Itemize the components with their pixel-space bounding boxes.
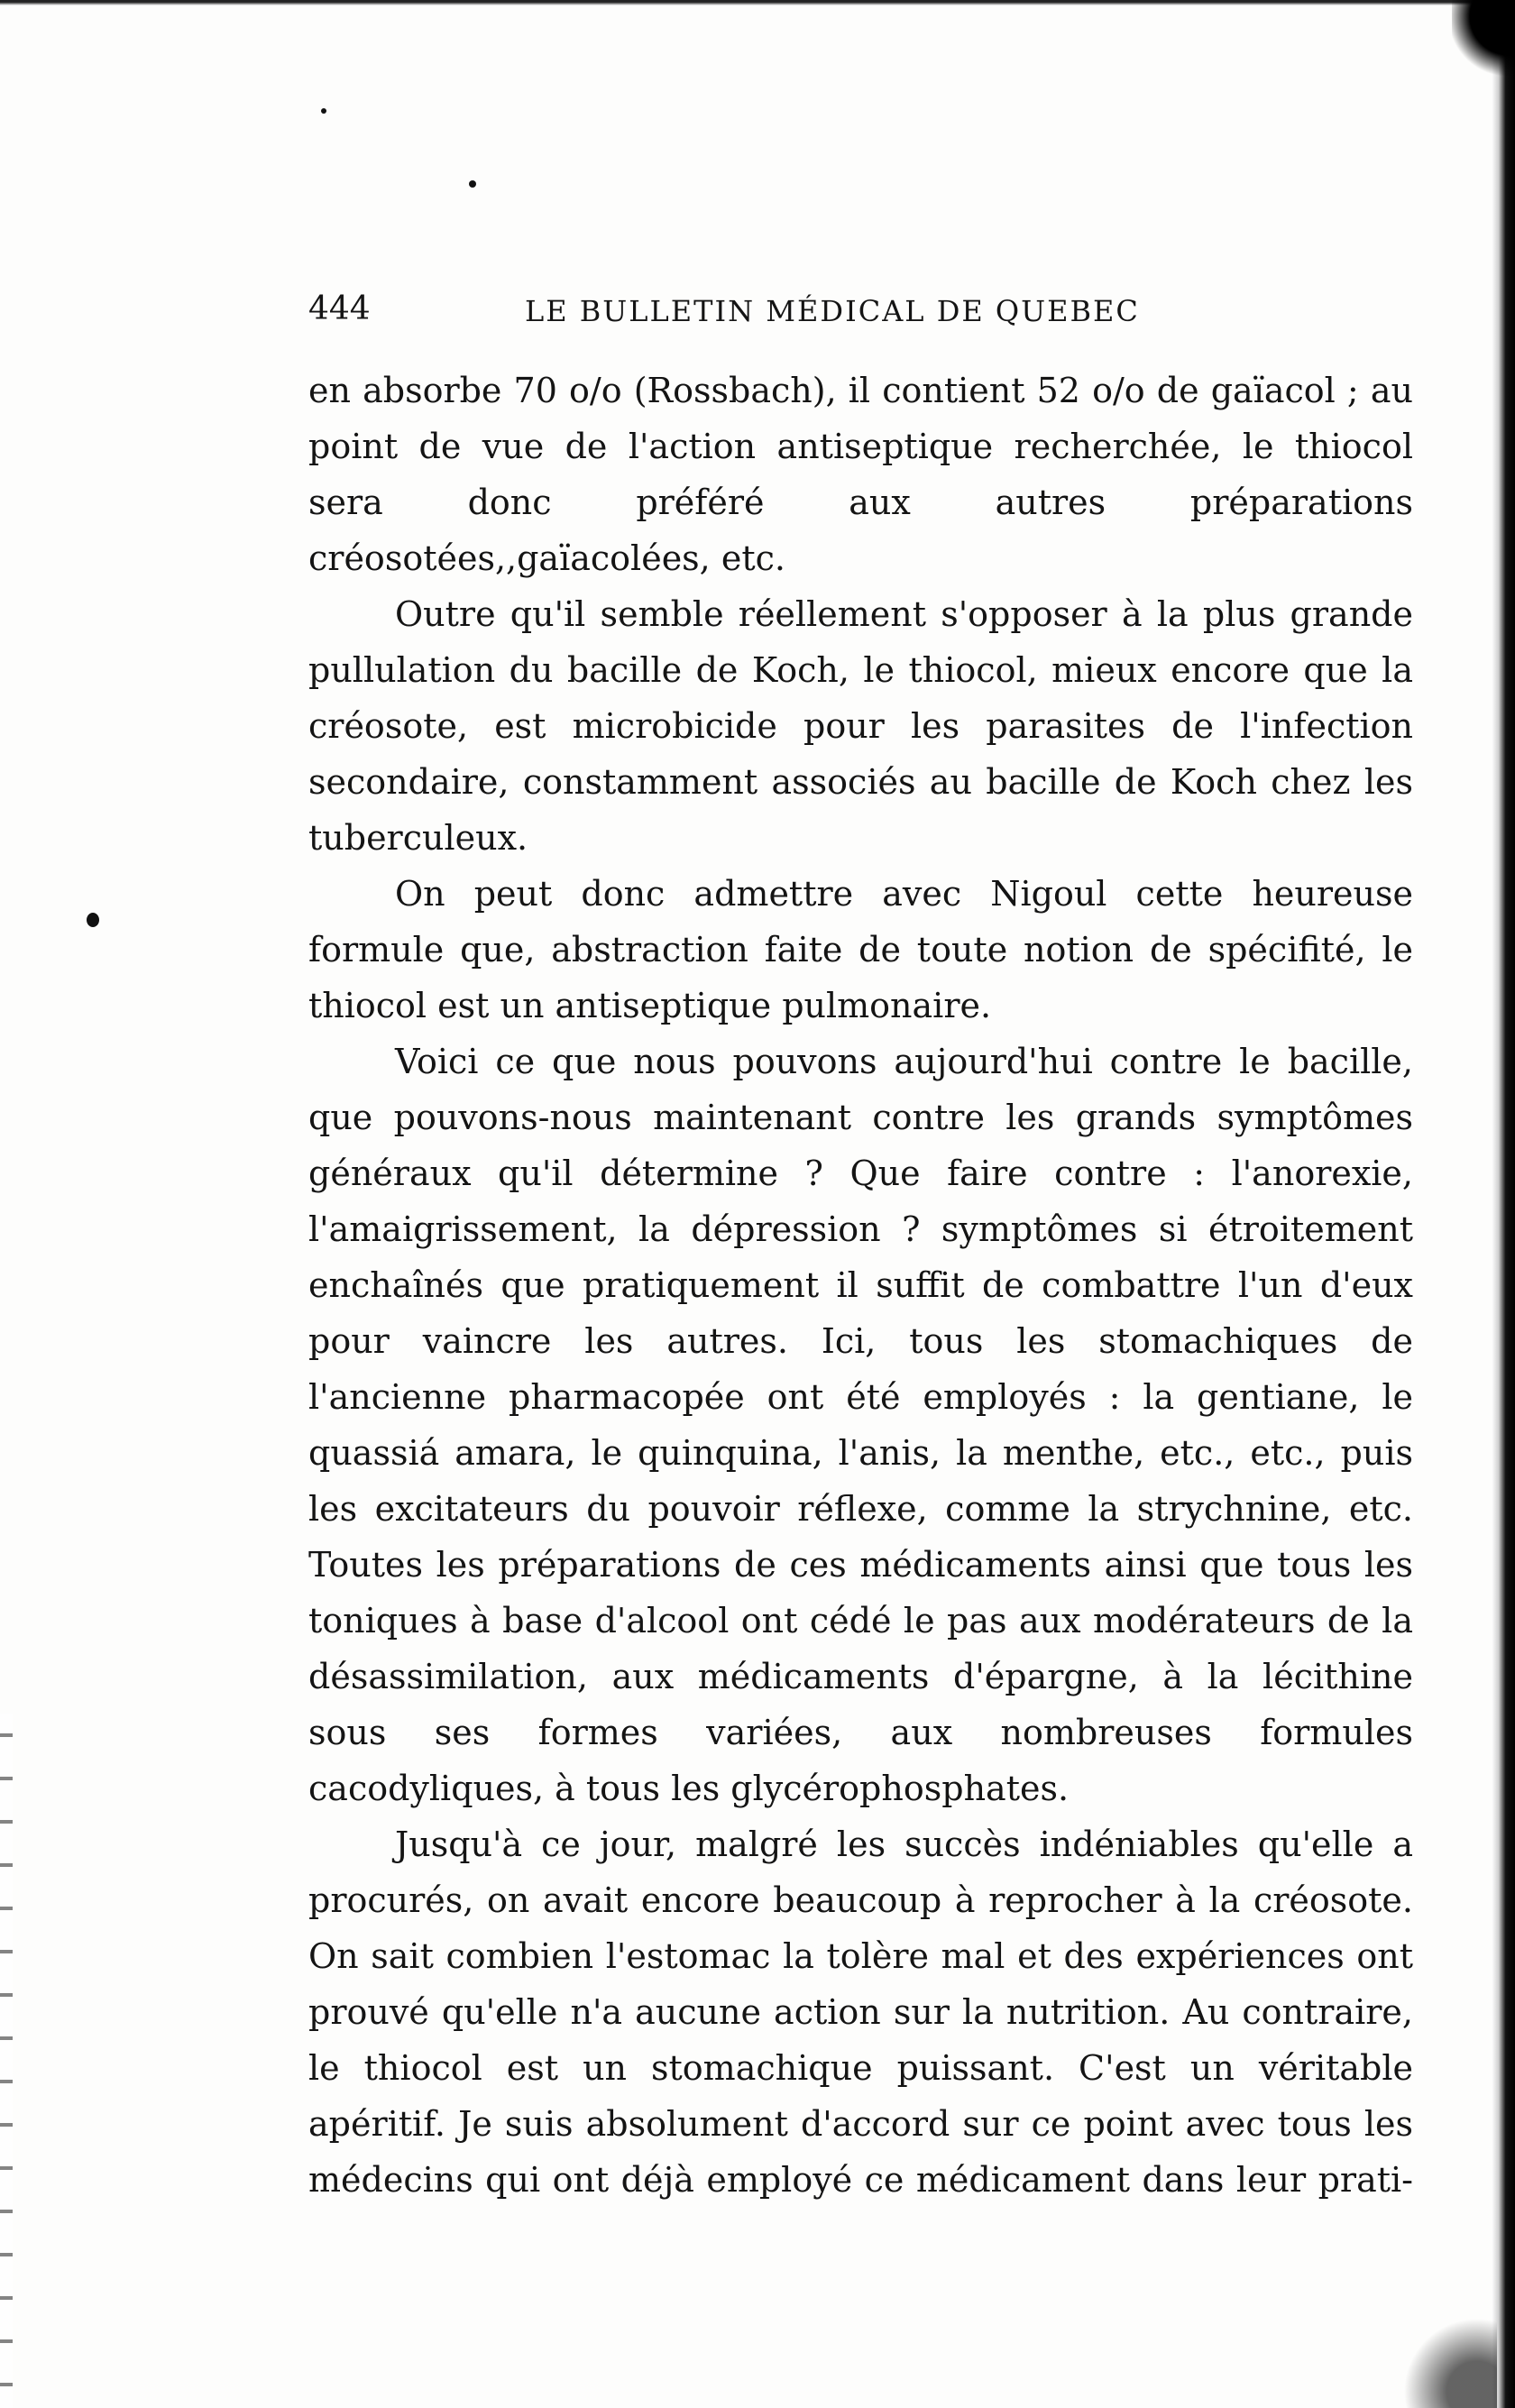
paragraph: en absorbe 70 o/o (Rossbach), il contient 52 o/o de gaïacol ; au point de vue de l'action antiseptique recherchée, le thiocol sera donc préféré aux autres préparations créosotées,,gaïacolées, etc. (308, 371, 1413, 578)
journal-title: LE BULLETIN MÉDICAL DE QUEBEC (525, 294, 1140, 328)
page-number: 444 (308, 290, 371, 327)
scan-speck (87, 913, 99, 927)
paragraph: Jusqu'à ce jour, malgré les succès indéniables qu'elle a procurés, on avait encore beaucoup à reprocher à la créosote. On sait combien l'estomac la tolère mal et des expériences ont prouvé qu'elle n'a aucune action sur la nutrition. Au contraire, le thiocol est un stomachique puissant. C'est un véritable apéritif. Je suis absolument d'accord sur ce point avec tous les médecins qui ont déjà employé ce médicament dans leur prati- (308, 1824, 1413, 2200)
scan-top-edge (0, 0, 1515, 5)
scan-corner-blot (1452, 0, 1515, 81)
paragraph: Outre qu'il semble réellement s'opposer à la plus grande pullulation du bacille de Koch, le thiocol, mieux encore que la créosote, est microbicide pour les parasites de l'infection secondaire, constamment associés au bacille de Koch chez les tuberculeux. (308, 594, 1413, 858)
scan-right-edge (1492, 0, 1515, 2408)
scan-left-speckle (0, 1714, 13, 2408)
running-head (308, 287, 1165, 332)
scan-speck (321, 108, 326, 114)
scan-bottom-blot (1398, 2300, 1497, 2408)
paragraph: On peut donc admettre avec Nigoul cette heureuse formule que, abstraction faite de toute notion de spécifité, le thiocol est un antiseptique pulmonaire. (308, 874, 1413, 1025)
body-text (308, 363, 1413, 2208)
paragraph: Voici ce que nous pouvons aujourd'hui contre le bacille, que pouvons-nous maintenant contre les grands symptômes généraux qu'il détermine ? Que faire contre : l'anorexie, l'amaigrissement, la dépression ? symptômes si étroitement enchaînés que pratiquement il suffit de combattre l'un d'eux pour vaincre les autres. Ici, tous les stomachiques de l'ancienne pharmacopée ont été employés : la gentiane, le quassiá amara, le quinquina, l'anis, la menthe, etc., etc., puis les excitateurs du pouvoir réflexe, comme la strychnine, etc. Toutes les préparations de ces médicaments ainsi que tous les toniques à base d'alcool ont cédé le pas aux modérateurs de la désassimilation, aux médicaments d'épargne, à la lécithine sous ses formes variées, aux nombreuses formules cacodyliques, à tous les glycérophosphates. (308, 1042, 1413, 1808)
scan-speck (469, 180, 476, 188)
